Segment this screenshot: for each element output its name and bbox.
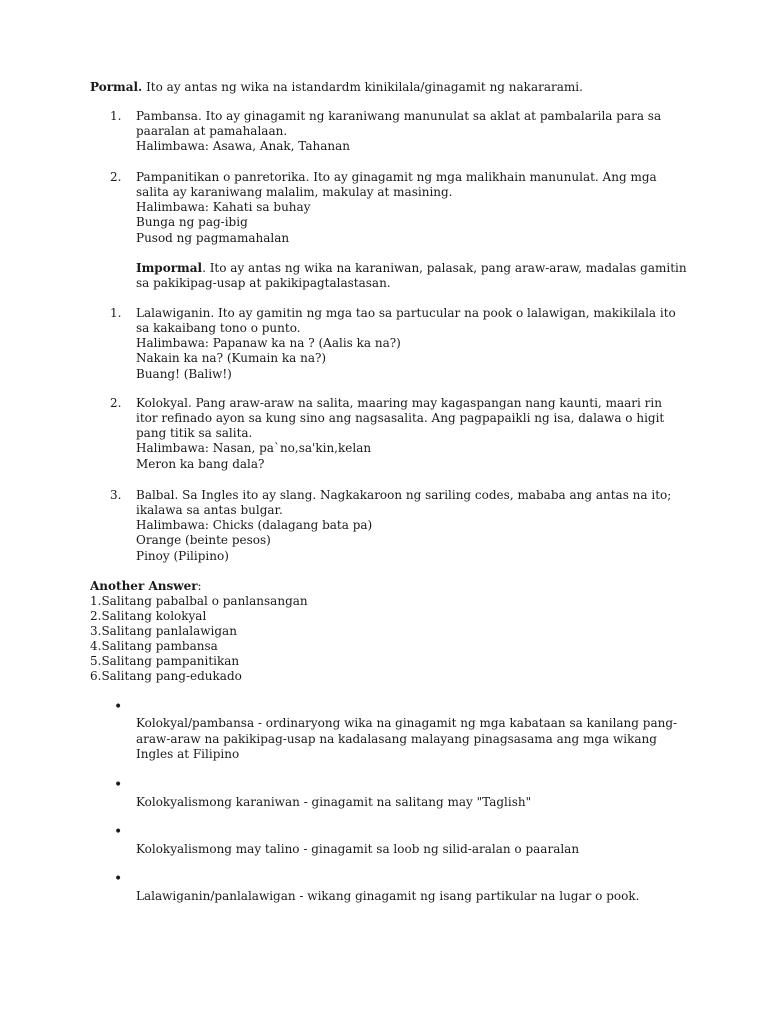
list-item: 3.Salitang panlalawigan: [90, 624, 237, 638]
another-answer-label: Another Answer: [90, 579, 198, 593]
list-item: 6.Salitang pang-edukado: [90, 669, 242, 683]
item-line: salita ay karaniwang malalim, makulay at masining.: [136, 185, 453, 199]
impormal-label: Impormal: [136, 261, 203, 275]
item-line: sa kakaibang tono o punto.: [136, 321, 301, 335]
item-line: Balbal. Sa Ingles ito ay slang. Nagkakaroon ng sariling codes, mababa ang antas na ito;: [136, 488, 672, 502]
item-line: Orange (beinte pesos): [136, 533, 271, 547]
another-answer-colon: :: [197, 579, 202, 593]
item-number: 1.: [110, 306, 122, 320]
bullet-icon: •: [114, 824, 123, 840]
bullet-line: Ingles at Filipino: [136, 747, 240, 761]
bullet-line: Kolokyalismong karaniwan - ginagamit na salitang may "Taglish": [136, 795, 532, 809]
item-line: Bunga ng pag-ibig: [136, 215, 248, 229]
item-line: Pusod ng pagmamahalan: [136, 231, 290, 245]
another-answer-heading: [90, 579, 202, 594]
item-line: Lalawiganin. Ito ay gamitin ng mga tao sa partucular na pook o lalawigan, makikilala ito: [136, 306, 676, 320]
item-line: Pampanitikan o panretorika. Ito ay ginagamit ng mga malikhain manunulat. Ang mga: [136, 170, 657, 184]
list-item: 2.Salitang kolokyal: [90, 609, 207, 623]
item-number: 3.: [110, 488, 122, 502]
item-line: Halimbawa: Kahati sa buhay: [136, 200, 311, 214]
item-line: pang titik sa salita.: [136, 426, 253, 440]
item-line: Halimbawa: Asawa, Anak, Tahanan: [136, 139, 350, 153]
bullet-icon: •: [114, 699, 123, 715]
item-line: itor refinado ayon sa kung sino ang nagsasalita. Ang pagpapaikli ng isa, dalawa o higit: [136, 411, 665, 425]
item-line: ikalawa sa antas bulgar.: [136, 503, 283, 517]
list-item: 5.Salitang pampanitikan: [90, 654, 240, 668]
pormal-text: Ito ay antas ng wika na istandardm kinikilala/ginagamit ng nakararami.: [142, 80, 583, 94]
item-line: Kolokyal. Pang araw-araw na salita, maaring may kagaspangan nang kaunti, maari rin: [136, 396, 662, 410]
list-item: 4.Salitang pambansa: [90, 639, 218, 653]
impormal-text: . Ito ay antas ng wika na karaniwan, palasak, pang araw-araw, madalas gamitin: [202, 261, 687, 275]
item-line: Meron ka bang dala?: [136, 457, 265, 471]
impormal-intro: [136, 261, 687, 276]
item-line: paaralan at pamahalaan.: [136, 124, 288, 138]
bullet-line: Kolokyal/pambansa - ordinaryong wika na ginagamit ng mga kabataan sa kanilang pang-: [136, 716, 678, 730]
bullet-line: Lalawiganin/panlalawigan - wikang ginagamit ng isang partikular na lugar o pook.: [136, 889, 640, 903]
bullet-icon: •: [114, 777, 123, 793]
item-line: Halimbawa: Papanaw ka na ? (Aalis ka na?): [136, 336, 401, 350]
pormal-label: Pormal.: [90, 80, 143, 94]
item-line: Nakain ka na? (Kumain ka na?): [136, 351, 327, 365]
item-line: Pinoy (Pilipino): [136, 549, 229, 563]
bullet-icon: •: [114, 871, 123, 887]
item-line: Halimbawa: Nasan, pa`no,sa'kin,kelan: [136, 441, 372, 455]
bullet-line: araw-araw na pakikipag-usap na kadalasang malayang pinagsasama ang mga wikang: [136, 732, 657, 746]
item-line: Pambansa. Ito ay ginagamit ng karaniwang manunulat sa aklat at pambalarila para sa: [136, 109, 662, 123]
impormal-text-line2: sa pakikipag-usap at pakikipagtalastasan.: [136, 276, 391, 290]
item-line: Halimbawa: Chicks (dalagang bata pa): [136, 518, 373, 532]
item-line: Buang! (Baliw!): [136, 367, 232, 381]
item-number: 1.: [110, 109, 122, 123]
list-item: 1.Salitang pabalbal o panlansangan: [90, 594, 308, 608]
item-number: 2.: [110, 396, 122, 410]
item-number: 2.: [110, 170, 122, 184]
pormal-intro: [90, 80, 583, 95]
bullet-line: Kolokyalismong may talino - ginagamit sa loob ng silid-aralan o paaralan: [136, 842, 580, 856]
